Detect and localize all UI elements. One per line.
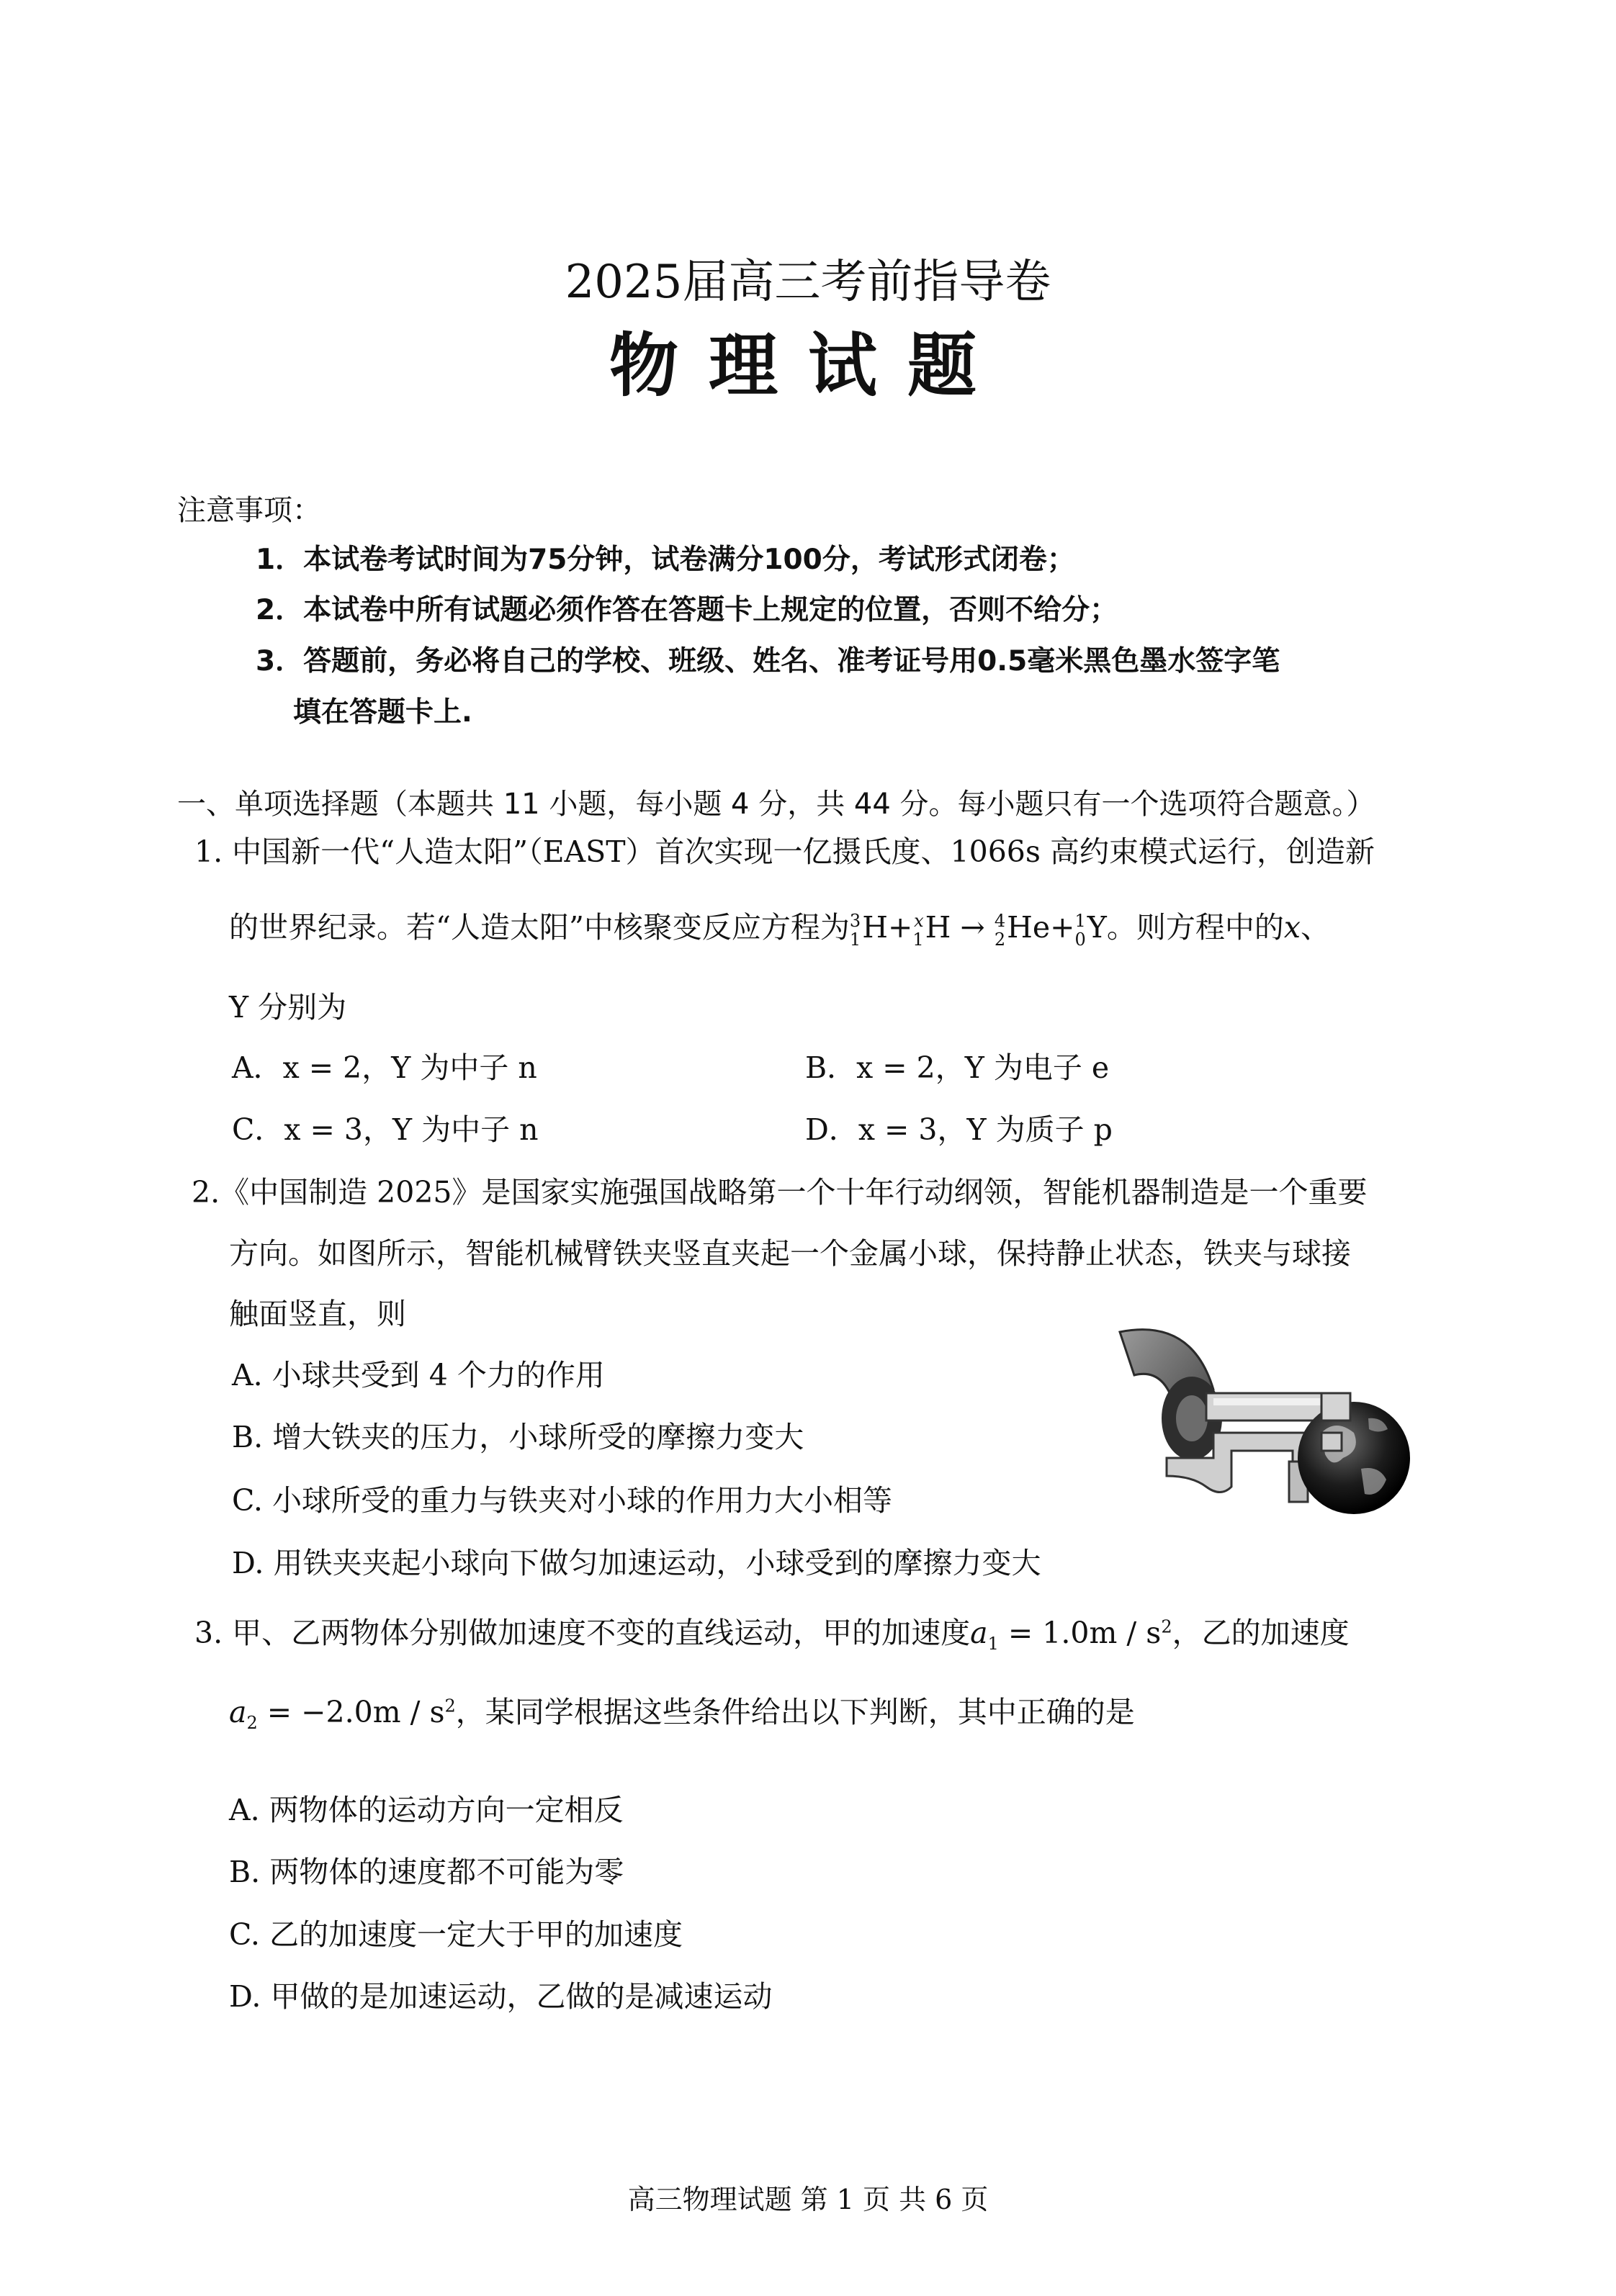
nuclide-hx: x 1 H <box>912 910 951 950</box>
q1-line2-prefix: 的世界纪录。若“人造太阳”中核聚变反应方程为 <box>229 910 850 945</box>
subject-title: 物理试题 <box>609 325 1007 406</box>
notice-item: 1．本试卷考试时间为75分钟，试卷满分100分，考试形式闭卷； <box>256 544 1075 576</box>
q1-var-x: x <box>1283 910 1301 945</box>
q2-option-d: D. 用铁夹夹起小球向下做匀加速运动，小球受到的摩擦力变大 <box>232 1546 1041 1580</box>
q1-option-d: D．x = 3，Y 为质子 p <box>805 1112 1113 1147</box>
notice-item: 2．本试卷中所有试题必须作答在答题卡上规定的位置，否则不给分； <box>256 594 1118 626</box>
q3-option-d: D. 甲做的是加速运动，乙做的是减速运动 <box>229 1979 773 2014</box>
q2-line3: 触面竖直，则 <box>229 1297 406 1331</box>
q3-line1-suffix: ，乙的加速度 <box>1172 1616 1350 1650</box>
notice-item: 3．答题前，务必将自己的学校、班级、姓名、准考证号用0.5毫米黑色墨水签字笔 <box>256 645 1280 677</box>
notice-heading: 注意事项： <box>177 494 321 527</box>
page-footer: 高三物理试题 第 1 页 共 6 页 <box>627 2184 989 2215</box>
q2-line2: 方向。如图所示，智能机械臂铁夹竖直夹起一个金属小球，保持静止状态，铁夹与球接 <box>229 1236 1351 1271</box>
q1-line2: 的世界纪录。若“人造太阳”中核聚变反应方程为 3 1 H+ x 1 H → 4 2 He+ 1 0 Y。则方程中的x、 <box>229 910 1330 950</box>
q2-option-a: A. 小球共受到 4 个力的作用 <box>232 1358 605 1392</box>
q3-line1: 3. 甲、乙两物体分别做加速度不变的直线运动，甲的加速度$a_1 = 1.0m / s^2$，乙的加速度 <box>194 1616 1350 1655</box>
q1-option-a: A．x = 2，Y 为中子 n <box>232 1050 537 1085</box>
fusion-equation: 3 1 H+ x 1 H → 4 2 He+ 1 0 Y <box>849 910 1107 950</box>
robot-arm-figure <box>1105 1325 1415 1562</box>
q1-option-b: B．x = 2，Y 为电子 e <box>805 1050 1110 1085</box>
notice-item: 填在答题卡上. <box>293 696 472 729</box>
q3-line2: $a_2 = -2.0m / s^2$，某同学根据这些条件给出以下判断，其中正确的是 <box>229 1695 1135 1734</box>
a2-symbol: a <box>229 1695 247 1729</box>
nuclide-y: 1 0 Y <box>1074 910 1107 950</box>
a2-value: = −2.0m / s <box>257 1695 445 1729</box>
section-heading: 一、单项选择题（本题共 11 小题，每小题 4 分，共 44 分。每小题只有一个选项符合题意。） <box>177 788 1375 821</box>
nuclide-he: 4 2 He <box>994 910 1051 950</box>
q3-option-c: C. 乙的加速度一定大于甲的加速度 <box>229 1917 683 1952</box>
q3-option-a: A. 两物体的运动方向一定相反 <box>229 1793 624 1827</box>
q1-line1: 1. 中国新一代“人造太阳”（EAST）首次实现一亿摄氏度、1066s 高约束模式运行，创造新 <box>194 834 1375 869</box>
q1-line3: Y 分别为 <box>229 990 347 1025</box>
q3-option-b: B. 两物体的速度都不可能为零 <box>229 1855 624 1889</box>
q2-line1: 2.《中国制造 2025》是国家实施强国战略第一个十年行动纲领，智能机器制造是一个重要 <box>192 1175 1368 1210</box>
q2-option-b: B. 增大铁夹的压力，小球所受的摩擦力变大 <box>232 1420 804 1454</box>
nuclide-h3: 3 1 H <box>849 910 888 950</box>
a1-value: = 1.0m / s <box>998 1616 1162 1650</box>
q1-line2-suffix: 。则方程中的 <box>1106 910 1284 945</box>
exam-title: 2025届高三考前指导卷 <box>565 256 1051 309</box>
q1-option-c: C．x = 3，Y 为中子 n <box>232 1112 539 1147</box>
q2-option-c: C. 小球所受的重力与铁夹对小球的作用力大小相等 <box>232 1483 892 1518</box>
q3-line2-suffix: ，某同学根据这些条件给出以下判断，其中正确的是 <box>455 1695 1135 1729</box>
a1-symbol: a <box>970 1616 988 1650</box>
q3-line1-prefix: 3. 甲、乙两物体分别做加速度不变的直线运动，甲的加速度 <box>194 1616 971 1650</box>
